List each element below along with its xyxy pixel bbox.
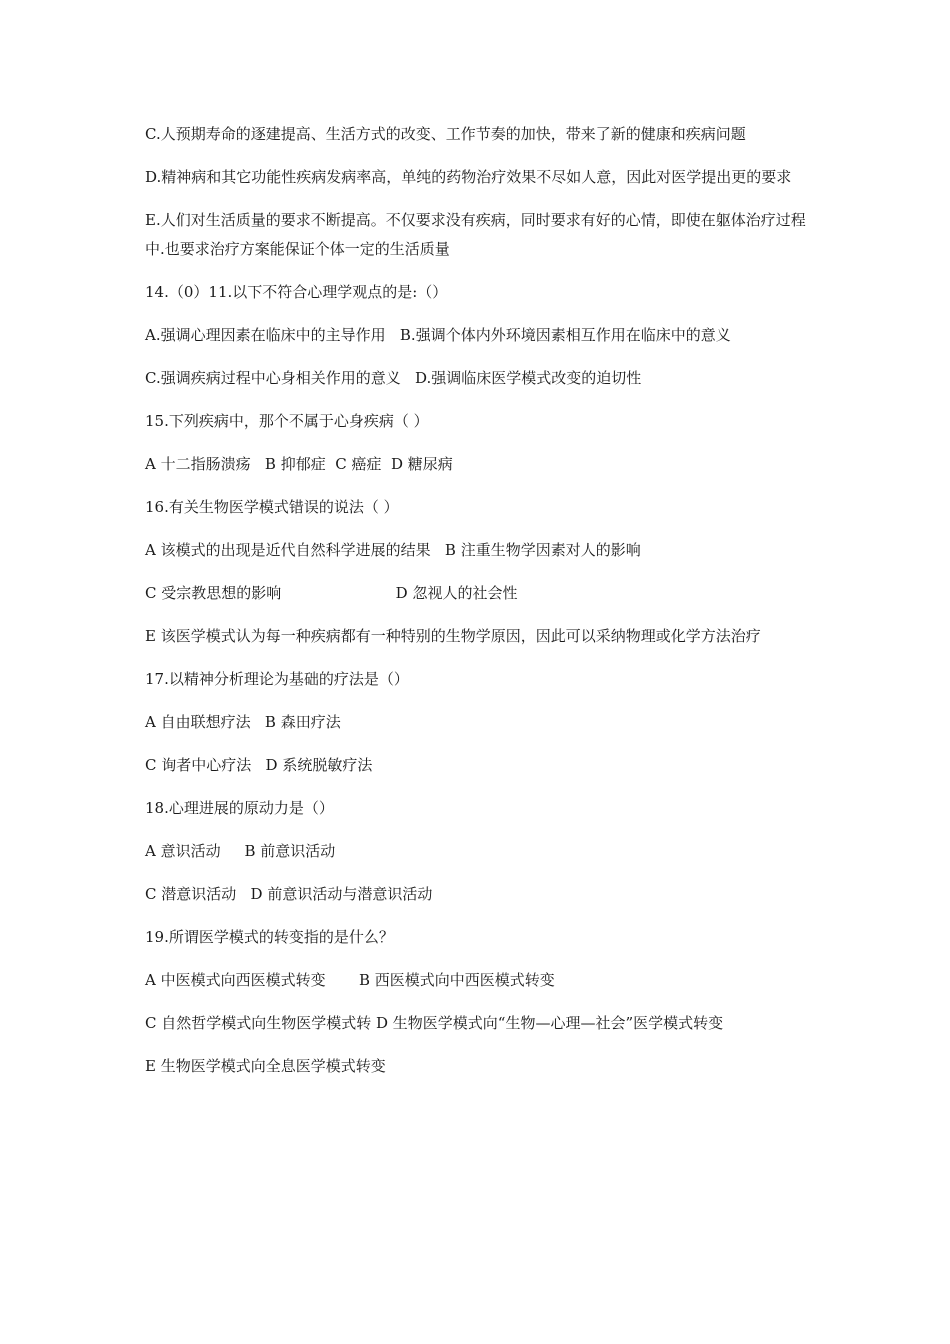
- question-17-options-cd: C 询者中心疗法 D 系统脱敏疗法: [145, 756, 373, 774]
- question-17: 17.以精神分析理论为基础的疗法是（）: [145, 670, 409, 688]
- question-18-options-cd: C 潜意识活动 D 前意识活动与潜意识活动: [145, 885, 433, 903]
- question-14-options-ab: A.强调心理因素在临床中的主导作用 B.强调个体内外环境因素相互作用在临床中的意义: [145, 326, 731, 344]
- question-16-option-e: E 该医学模式认为每一种疾病都有一种特别的生物学原因，因此可以采纳物理或化学方法治疗: [145, 627, 761, 645]
- question-15: 15.下列疾病中，那个不属于心身疾病（ ）: [145, 412, 429, 430]
- question-19-option-e: E 生物医学模式向全息医学模式转变: [145, 1057, 386, 1075]
- option-c-text: C.人预期寿命的逐建提高、生活方式的改变、工作节奏的加快，带来了新的健康和疾病问题: [145, 125, 746, 143]
- question-16: 16.有关生物医学模式错误的说法（ ）: [145, 498, 399, 516]
- option-d-text: D.精神病和其它功能性疾病发病率高，单纯的药物治疗效果不尽如人意，因此对医学提出更的要求: [145, 168, 792, 186]
- question-17-options-ab: A 自由联想疗法 B 森田疗法: [145, 713, 341, 731]
- question-18: 18.心理进展的原动力是（）: [145, 799, 334, 817]
- question-14-options-cd: C.强调疾病过程中心身相关作用的意义 D.强调临床医学模式改变的迫切性: [145, 369, 642, 387]
- question-19: 19.所谓医学模式的转变指的是什么？: [145, 928, 394, 946]
- question-15-options: A 十二指肠溃疡 B 抑郁症 C 癌症 D 糖尿病: [145, 455, 453, 473]
- question-19-options-cd: C 自然哲学模式向生物医学模式转 D 生物医学模式向“生物—心理—社会”医学模式转变: [145, 1014, 724, 1032]
- document-page: [145, 120, 810, 1095]
- question-19-options-ab: A 中医模式向西医模式转变 B 西医模式向中西医模式转变: [145, 971, 555, 989]
- question-18-options-ab: A 意识活动 B 前意识活动: [145, 842, 336, 860]
- question-16-options-ab: A 该模式的出现是近代自然科学进展的结果 B 注重生物学因素对人的影响: [145, 541, 641, 559]
- question-16-options-cd: C 受宗教思想的影响 D 忽视人的社会性: [145, 584, 518, 602]
- option-e-text: E.人们对生活质量的要求不断提高。不仅要求没有疾病，同时要求有好的心情，即使在躯体治疗过程中.也要求治疗方案能保证个体一定的生活质量: [145, 211, 806, 258]
- question-14: 14.（0）11.以下不符合心理学观点的是:（）: [145, 283, 448, 301]
